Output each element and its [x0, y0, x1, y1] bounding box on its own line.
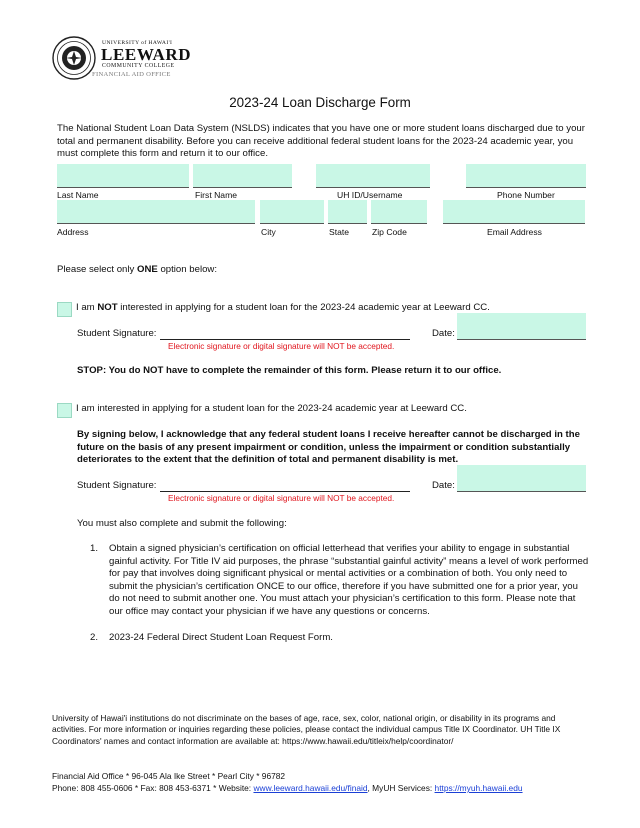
email-address-field[interactable] [443, 200, 585, 224]
option-not-interested-label: I am NOT interested in applying for a student loan for the 2023-24 academic year at Leeward CC. [76, 302, 490, 313]
zip-code-field[interactable] [371, 200, 427, 224]
requirement-item: 1. Obtain a signed physician’s certification on official letterhead that verifies your ability to engage in substantial gainful activity. For Title IV aid purposes, the phrase “substantial gainful activity” means a level of work performed for pay that involves doing significant physical or mental activities or a combination of both. You only need to submit the physician’s certification ONCE to our office, therefore if you have submitted one for a prior year, you do not need to submit another one. You must attach your physician’s certification to this form. Please note that our office may contact your physician if we have any questions or concerns. [90, 543, 589, 617]
first-name-field[interactable] [193, 164, 292, 188]
myuh-link[interactable]: https://myuh.hawaii.edu [434, 783, 523, 793]
contact-line: Phone: 808 455-0606 * Fax: 808 453-6371 * Website: www.leeward.hawaii.edu/finaid, MyUH Services: https://myuh.hawaii.edu [52, 783, 523, 793]
option-interested-label: I am interested in applying for a student loan for the 2023-24 academic year at Leeward CC. [76, 403, 467, 414]
requirement-item: 2. 2023-24 Federal Direct Student Loan Request Form. [90, 632, 333, 643]
page-title: 2023-24 Loan Discharge Form [229, 95, 411, 110]
stop-notice: STOP: You do NOT have to complete the remainder of this form. Please return it to our office. [77, 365, 502, 376]
signature-line-1[interactable] [160, 329, 410, 340]
zip-code-label: Zip Code [372, 227, 407, 237]
date-label-2: Date: [432, 480, 455, 491]
phone-number-label: Phone Number [497, 190, 555, 200]
website-link[interactable]: www.leeward.hawaii.edu/finaid [253, 783, 368, 793]
signature-note-1: Electronic signature or digital signature will NOT be accepted. [168, 341, 395, 351]
office-address: Financial Aid Office * 96-045 Ala Ike Street * Pearl City * 96782 [52, 771, 286, 781]
address-field[interactable] [57, 200, 255, 224]
office-name: FINANCIAL AID OFFICE [92, 71, 171, 78]
city-field[interactable] [260, 200, 324, 224]
college-name: LEEWARD [101, 45, 192, 64]
date-field-1[interactable] [457, 313, 586, 340]
signature-label-2: Student Signature: [77, 480, 157, 491]
also-submit-heading: You must also complete and submit the following: [77, 518, 287, 529]
signature-label-1: Student Signature: [77, 328, 157, 339]
college-subtitle: COMMUNITY COLLEGE [102, 63, 175, 69]
phone-number-field[interactable] [466, 164, 586, 188]
address-label: Address [57, 227, 89, 237]
last-name-label: Last Name [57, 190, 99, 200]
university-seal-icon [52, 36, 96, 80]
last-name-field[interactable] [57, 164, 189, 188]
date-label-1: Date: [432, 328, 455, 339]
city-label: City [261, 227, 276, 237]
uh-id-field[interactable] [316, 164, 430, 188]
date-field-2[interactable] [457, 465, 586, 492]
signature-line-2[interactable] [160, 481, 410, 492]
email-address-label: Email Address [487, 227, 542, 237]
option-interested-checkbox[interactable] [57, 403, 72, 418]
acknowledgement-paragraph: By signing below, I acknowledge that any federal student loans I receive hereafter cannot be discharged in the future on the basis of any present impairment or condition, unless the impairment or condition substantially deteriorates to the extent that the definition of total and permanent disability is met. [77, 429, 580, 466]
select-instruction: Please select only ONE option below: [57, 264, 217, 275]
intro-paragraph: The National Student Loan Data System (NSLDS) indicates that you have one or more student loans discharged due to your total and permanent disability. Before you can receive additional federal student loans for the 2023-24 academic year, you must complete this form and return it to our office. [57, 123, 585, 160]
uh-id-label: UH ID/Username [337, 190, 403, 200]
signature-note-2: Electronic signature or digital signature will NOT be accepted. [168, 493, 395, 503]
university-name: UNIVERSITY of HAWAI'I [102, 40, 173, 46]
state-field[interactable] [328, 200, 367, 224]
nondiscrimination-notice: University of Hawai'i institutions do not discriminate on the bases of age, race, sex, color, national origin, or disability in its programs and activities. For more information or inquiries regarding these policies, please contact the individual campus Title IX Coordinator. UH Title IX Coordinators' names and contact information are available at: https://www.hawaii.edu/titleix/help/coordinator/ [52, 713, 561, 746]
option-not-interested-checkbox[interactable] [57, 302, 72, 317]
state-label: State [329, 227, 350, 237]
first-name-label: First Name [195, 190, 238, 200]
